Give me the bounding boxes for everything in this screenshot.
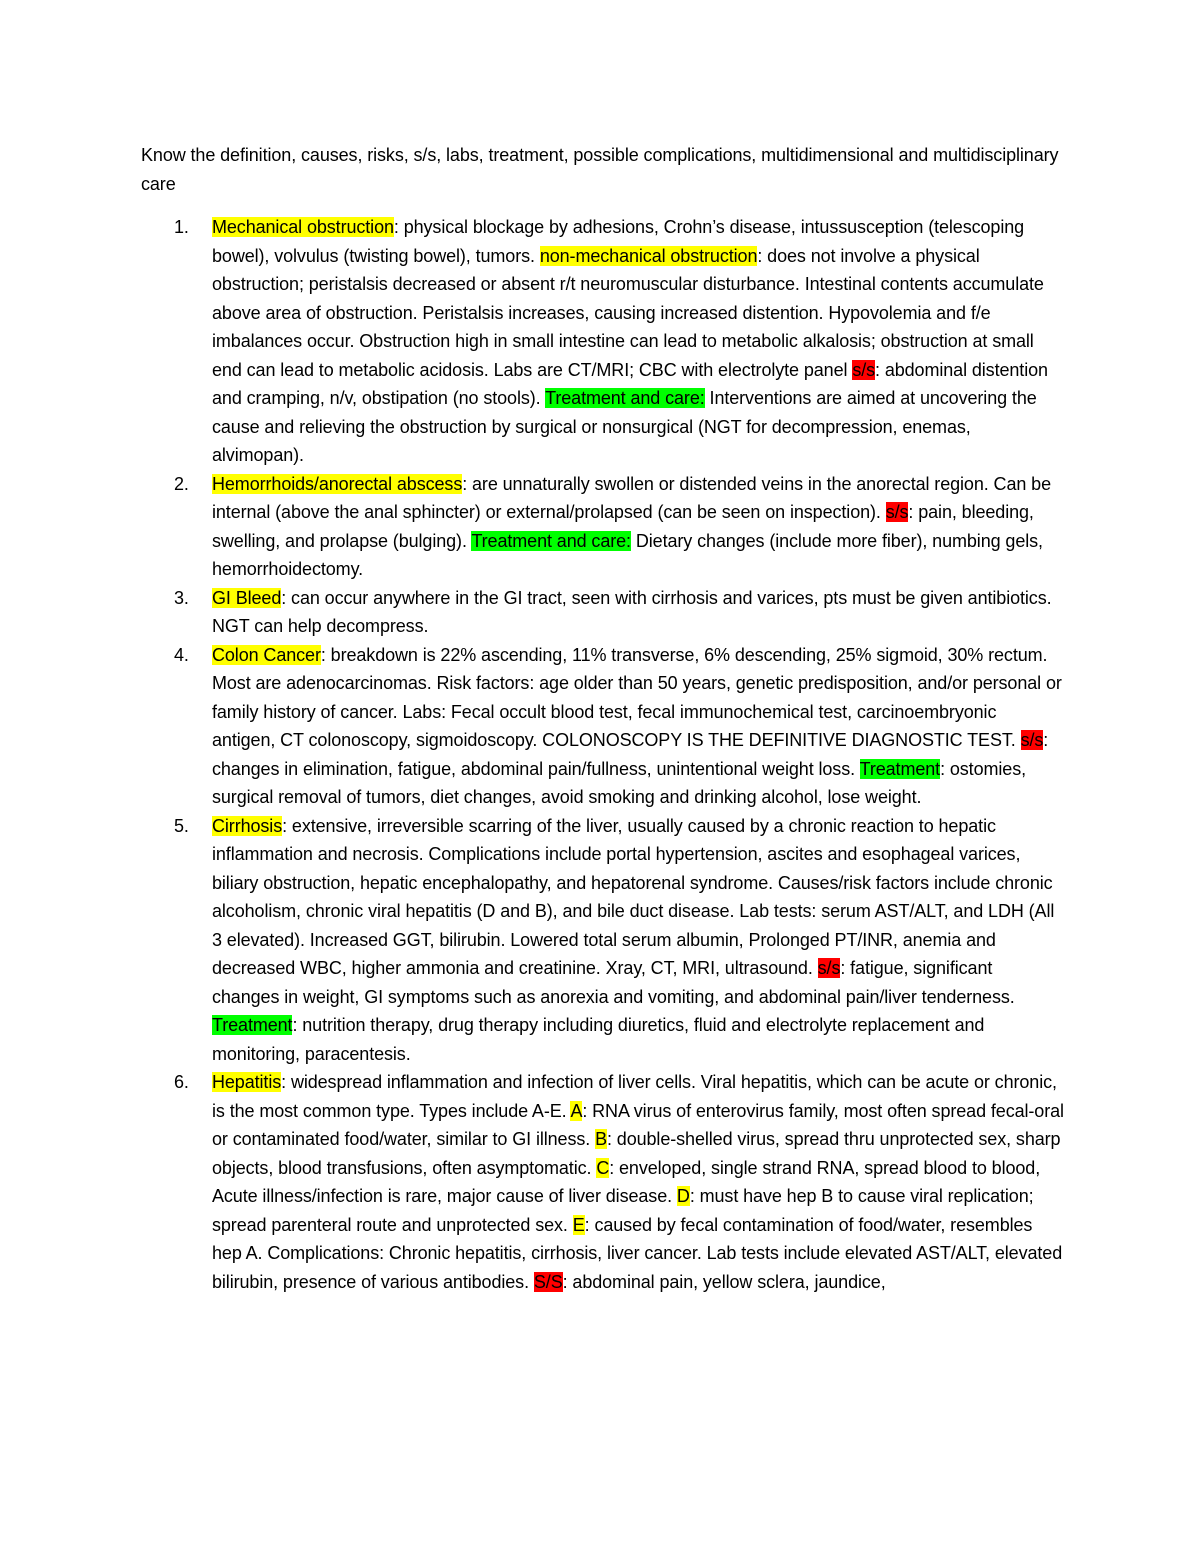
treatment-label-highlight: Treatment and care: [545,388,705,408]
notes-list [0,213,1200,1296]
body-text: : pain, bleeding, swelling, and prolapse (bulging). [212,502,1034,551]
body-text: : enveloped, single strand RNA, spread blood to blood, Acute illness/infection is rare, major cause of liver disease. [212,1157,1041,1206]
list-item-number: 2. [174,473,189,494]
symptoms-label-highlight: s/s [885,502,909,522]
body-text: : does not involve a physical obstruction; peristalsis decreased or absent r/t neuromuscular disturbance. Intestinal contents accumulate above area of obstruction. Peristalsis increases, causing increased distention. Hypovolemia and f/e imbalances occur. Obstruction high in small intestine can lead to metabolic alkalosis; obstruction at small end can lead to metabolic acidosis. Labs are CT/MRI; CBC with electrolyte panel [212,245,1044,380]
body-text: : breakdown is 22% ascending, 11% transverse, 6% descending, 25% sigmoid, 30% rectum. Most are adenocarcinomas. Risk factors: age older than 50 years, genetic predisposition, and/or personal or family history of cancer. Labs: Fecal occult blood test, fecal immunochemical test, carcinoembryonic antigen, CT colonoscopy, sigmoidoscopy. COLONOSCOPY IS THE DEFINITIVE DIAGNOSTIC TEST. [212,644,1062,750]
symptoms-label-highlight: S/S [533,1271,563,1292]
term-highlight: Hepatitis [212,1072,282,1092]
symptoms-label-highlight: s/s [852,359,876,380]
body-text: Interventions are aimed at uncovering the cause and relieving the obstruction by surgical or nonsurgical (NGT for decompression, enemas, alvimopan). [212,388,1037,465]
intro-paragraph: Know the definition, causes, risks, s/s, labs, treatment, possible complications, multidimensional and multidisciplinary care [141,145,1059,194]
list-item [0,213,1064,470]
body-text: : abdominal distention and cramping, n/v, obstipation (no stools). [212,359,1048,408]
body-text: : changes in elimination, fatigue, abdominal pain/fullness, unintentional weight loss. [212,730,1049,779]
term-highlight: Colon Cancer [212,644,321,665]
list-item-number: 5. [174,815,189,836]
body-text: : abdominal pain, yellow sclera, jaundice, [562,1271,886,1292]
list-item [0,470,1064,584]
list-item [0,641,1064,812]
body-text: : must have hep B to cause viral replication; spread parenteral route and unprotected sex. [212,1186,1034,1235]
symptoms-label-highlight: s/s [817,958,841,978]
body-text: : extensive, irreversible scarring of the liver, usually caused by a chronic reaction to hepatic inflammation and necrosis. Complications include portal hypertension, ascites and esophageal varices, biliary obstruction, hepatic encephalopathy, and hepatorenal syndrome. Causes/risk factors include chronic alcoholism, chronic viral hepatitis (D and B), and bile duct disease. Lab tests: serum AST/ALT, and LDH (All 3 elevated). Increased GGT, bilirubin. Lowered total serum albumin, Prolonged PT/INR, anemia and decreased WBC, higher ammonia and creatinine. Xray, CT, MRI, ultrasound. [212,815,1055,978]
term-highlight: E [572,1214,585,1235]
body-text: Dietary changes (include more fiber), numbing gels, hemorrhoidectomy. [212,530,1043,579]
term-highlight: GI Bleed [212,587,282,608]
list-item-number: 3. [174,587,189,608]
term-highlight: C [596,1157,610,1178]
list-item [0,812,1064,1069]
list-item-number: 1. [174,217,189,237]
treatment-label-highlight: Treatment [859,758,941,779]
term-highlight: Cirrhosis [212,815,283,836]
term-highlight: B [595,1129,607,1149]
treatment-label-highlight: Treatment and care: [471,530,631,551]
body-text: : fatigue, significant changes in weight, GI symptoms such as anorexia and vomiting, and abdominal pain/liver tenderness. [212,958,1015,1007]
list-item [0,1068,1064,1296]
term-highlight: Mechanical obstruction [212,217,394,237]
body-text: : are unnaturally swollen or distended veins in the anorectal region. Can be internal (above the anal sphincter) or external/prolapsed (can be seen on inspection). [212,473,1051,522]
body-text: : ostomies, surgical removal of tumors, diet changes, avoid smoking and drinking alcohol, lose weight. [212,758,1026,807]
list-item [0,584,1064,641]
term-highlight: Hemorrhoids/anorectal abscess [212,473,463,494]
body-text: : RNA virus of enterovirus family, most often spread fecal-oral or contaminated food/water, similar to GI illness. [212,1100,1064,1149]
treatment-label-highlight: Treatment [212,1015,293,1035]
body-text: : nutrition therapy, drug therapy including diuretics, fluid and electrolyte replacement and monitoring, paracentesis. [212,1015,985,1064]
body-text: : caused by fecal contamination of food/water, resembles hep A. Complications: Chronic hepatitis, cirrhosis, liver cancer. Lab tests include elevated AST/ALT, elevated bilirubin, presence of various antibodies. [212,1214,1063,1292]
term-highlight: non-mechanical obstruction [539,245,758,266]
list-item-number: 4. [174,644,189,665]
body-text: : widespread inflammation and infection of liver cells. Viral hepatitis, which can be acute or chronic, is the most common type. Types include A-E. [212,1072,1057,1121]
body-text: : can occur anywhere in the GI tract, seen with cirrhosis and varices, pts must be given antibiotics. NGT can help decompress. [212,587,1052,636]
body-text: : double-shelled virus, spread thru unprotected sex, sharp objects, blood transfusions, often asymptomatic. [212,1129,1061,1178]
symptoms-label-highlight: s/s [1020,730,1044,750]
term-highlight: D [676,1186,690,1206]
list-item-number: 6. [174,1072,189,1092]
term-highlight: A [570,1100,583,1121]
body-text: : physical blockage by adhesions, Crohn’s disease, intussusception (telescoping bowel), volvulus (twisting bowel), tumors. [212,217,1025,266]
